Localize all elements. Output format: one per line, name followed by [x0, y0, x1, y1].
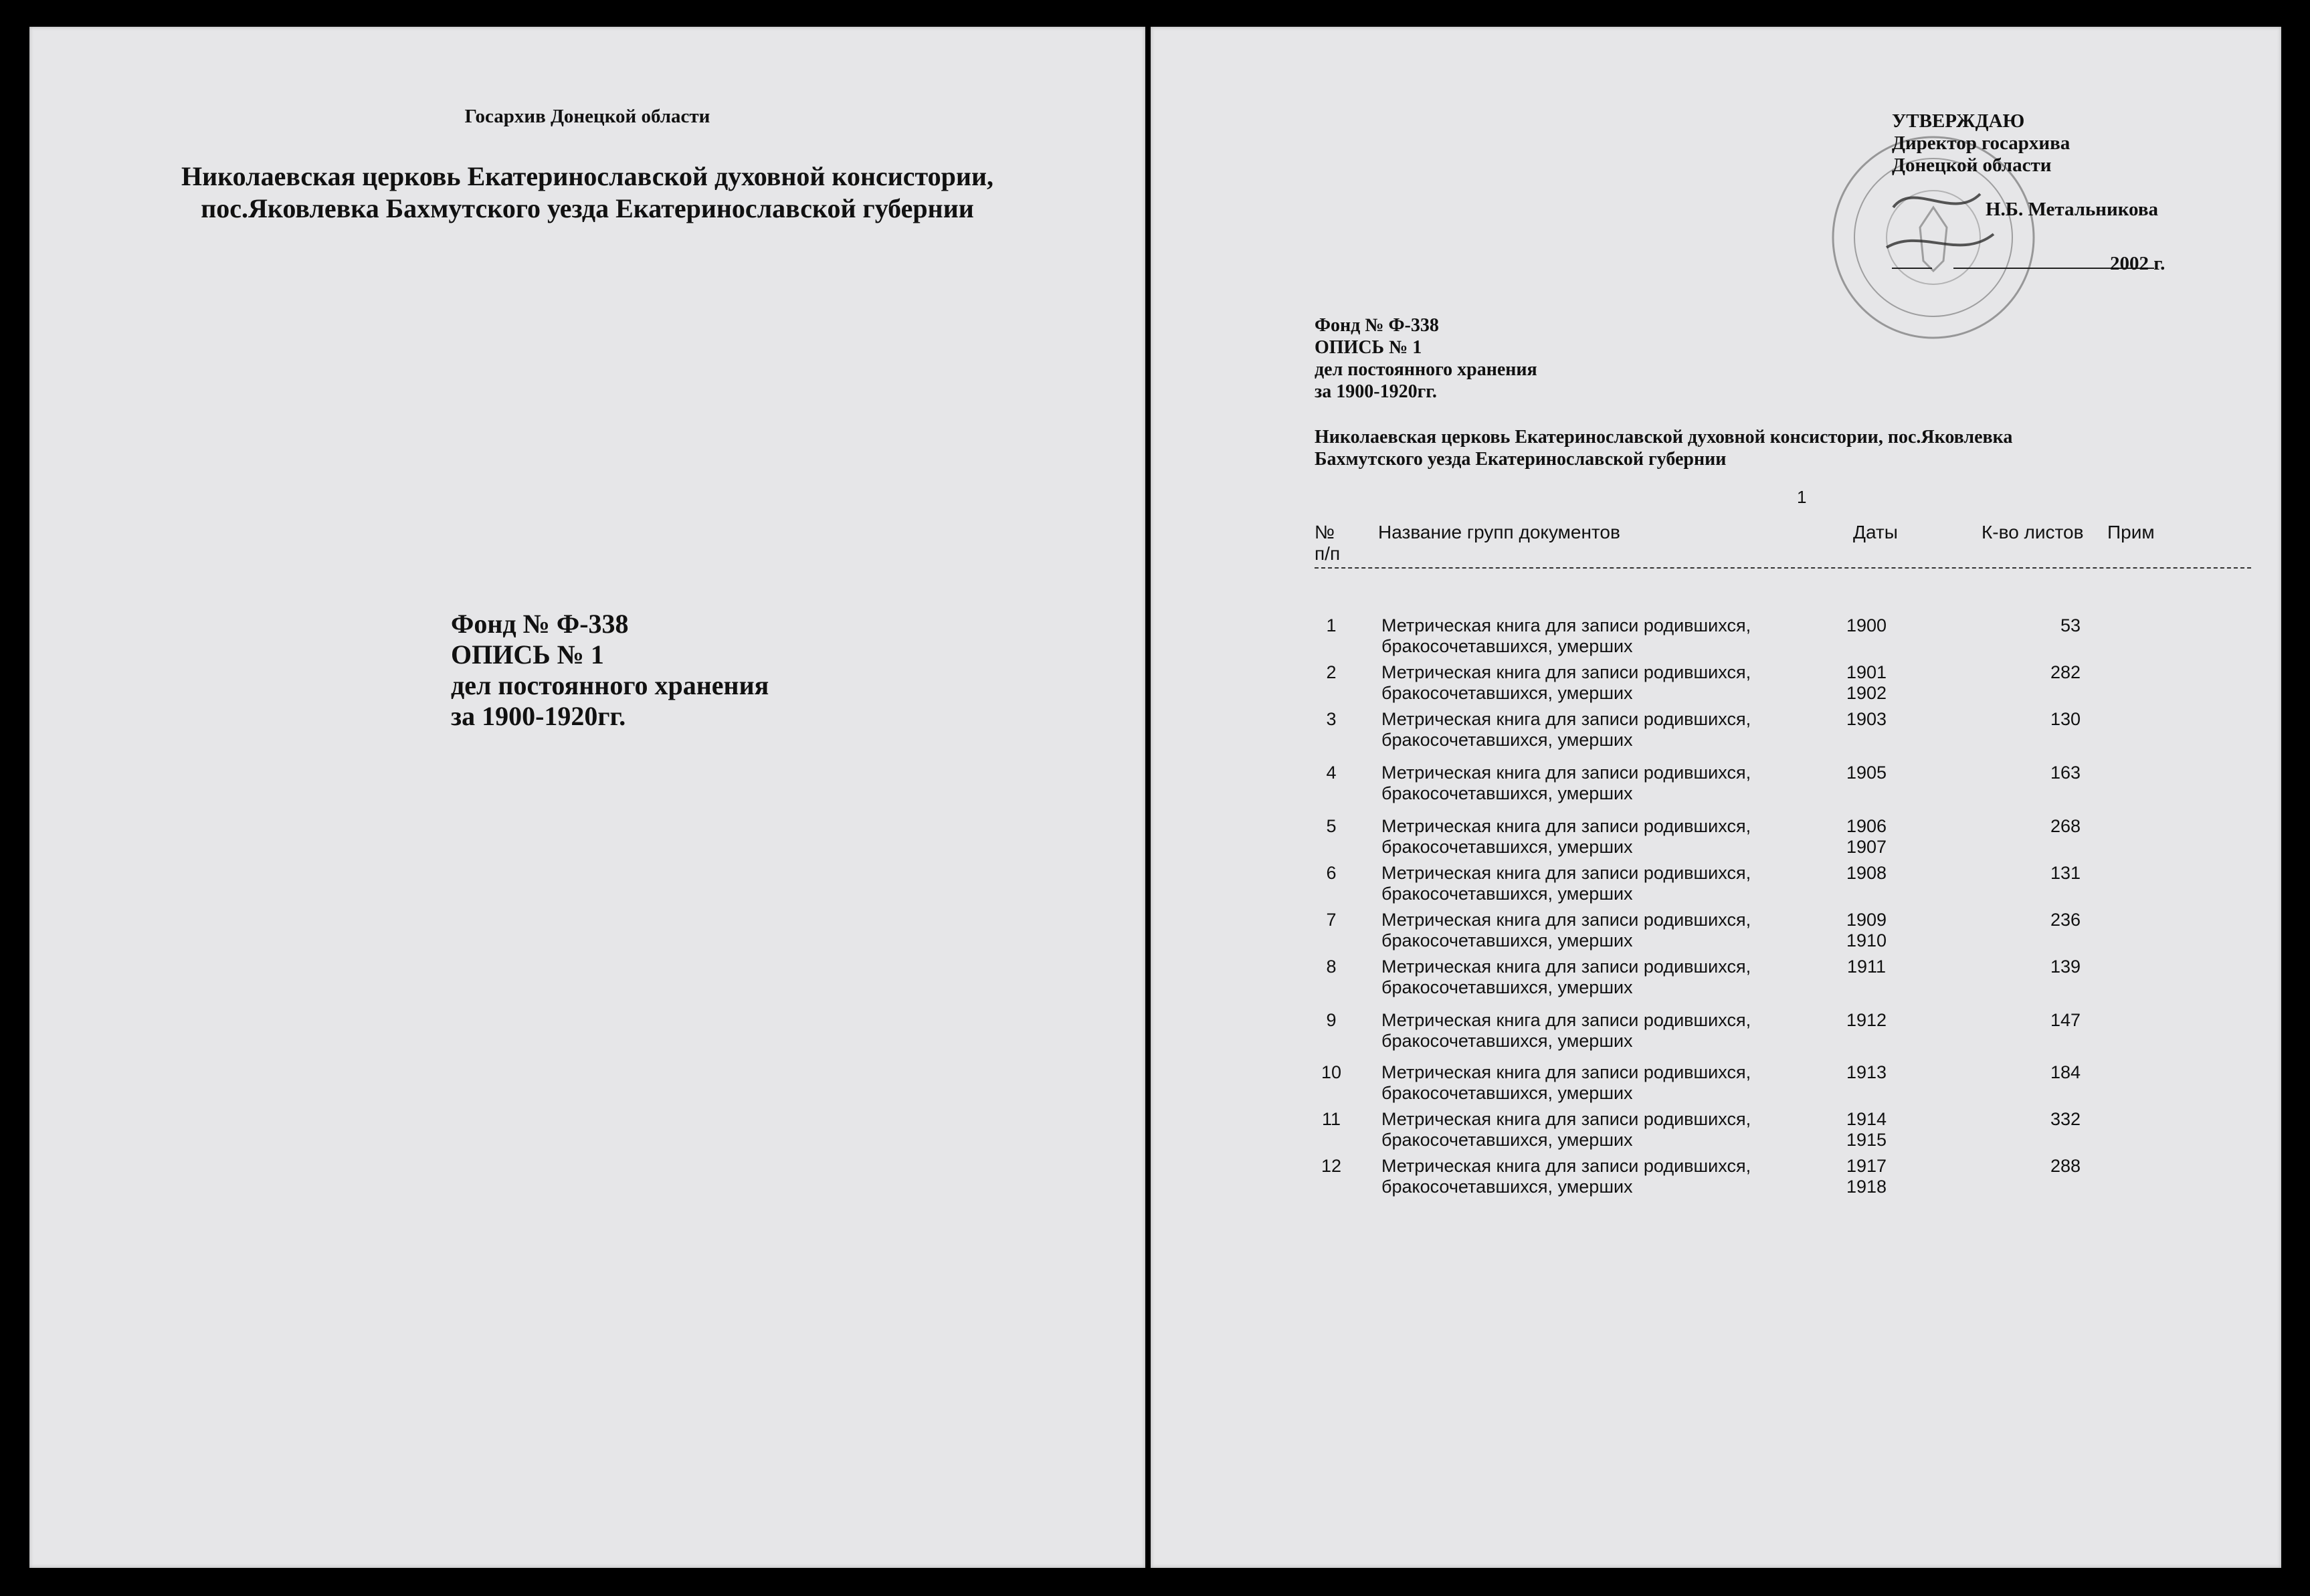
- opis-number: ОПИСЬ № 1: [451, 639, 604, 670]
- row-number: 4: [1326, 763, 1337, 783]
- row-number: 7: [1326, 910, 1337, 930]
- row-number: 8: [1326, 957, 1337, 977]
- row-number: 5: [1326, 816, 1337, 836]
- row-date-1: 1905: [1846, 763, 1887, 783]
- row-dates: [1820, 863, 1913, 884]
- row-name-line-2: бракосочетавшихся, умерших: [1381, 977, 1633, 997]
- row-date-1: 1906: [1846, 816, 1887, 836]
- row-date-1: 1900: [1846, 615, 1887, 635]
- row-document-name: [1381, 863, 1796, 904]
- row-sheet-count: 163: [2050, 763, 2081, 783]
- row-name-line-1: Метрическая книга для записи родившихся,: [1381, 763, 1751, 783]
- row-date-1: 1909: [1846, 910, 1887, 930]
- row-name-line-1: Метрическая книга для записи родившихся,: [1381, 709, 1751, 729]
- row-sheet-count: 268: [2050, 816, 2081, 836]
- column-header-dates: Даты: [1853, 522, 1898, 542]
- row-date-1: 1908: [1846, 863, 1887, 883]
- row-document-name: [1381, 957, 1796, 998]
- row-date-1: 1903: [1846, 709, 1887, 729]
- row-name-line-2: бракосочетавшихся, умерших: [1381, 783, 1633, 803]
- fond-number: Фонд № Ф-338: [451, 609, 629, 639]
- storage-type: дел постоянного хранения: [451, 670, 769, 700]
- table-row: [1151, 910, 2281, 957]
- row-name-line-1: Метрическая книга для записи родившихся,: [1381, 1010, 1751, 1030]
- row-document-name: [1381, 1062, 1796, 1104]
- table-row: [1151, 1109, 2281, 1156]
- row-name-line-1: Метрическая книга для записи родившихся,: [1381, 615, 1751, 635]
- table-row: [1151, 662, 2281, 709]
- left-page: [29, 27, 1145, 1568]
- row-name-line-1: Метрическая книга для записи родившихся,: [1381, 910, 1751, 930]
- row-sheet-count: 184: [2050, 1062, 2081, 1082]
- column-header-number: [1315, 522, 1340, 565]
- row-name-line-2: бракосочетавшихся, умерших: [1381, 1130, 1633, 1150]
- column-header-note: Прим: [2107, 522, 2155, 542]
- table-row: [1151, 1062, 2281, 1109]
- column-header-number-sub: п/п: [1315, 543, 1341, 564]
- date-day-line: [1892, 268, 1932, 269]
- row-sheet-count: 139: [2050, 957, 2081, 977]
- row-document-name: [1381, 816, 1796, 858]
- row-name-line-2: бракосочетавшихся, умерших: [1381, 1083, 1633, 1103]
- row-dates: [1820, 1010, 1913, 1031]
- row-number: 9: [1326, 1010, 1337, 1030]
- column-header-name: Название групп документов: [1378, 522, 1620, 542]
- organization-line-2: пос.Яковлевка Бахмутского уезда Екатеринославской губернии: [201, 193, 974, 223]
- table-row: [1151, 957, 2281, 1003]
- row-sheet-count: 130: [2050, 709, 2081, 729]
- row-dates: [1820, 1109, 1913, 1151]
- archive-title: Госархив Донецкой области: [464, 106, 710, 127]
- storage-type: дел постоянного хранения: [1315, 359, 1537, 380]
- row-name-line-2: бракосочетавшихся, умерших: [1381, 837, 1633, 857]
- fond-block: [451, 609, 769, 732]
- row-name-line-2: бракосочетавшихся, умерших: [1381, 730, 1633, 750]
- header-divider: [1315, 567, 2251, 569]
- row-date-1: 1913: [1846, 1062, 1887, 1082]
- row-name-line-2: бракосочетавшихся, умерших: [1381, 884, 1633, 904]
- organization-line-1: Николаевская церковь Екатеринославской духовной консистории,: [181, 161, 994, 191]
- row-sheet-count: 147: [2050, 1010, 2081, 1030]
- row-sheet-count: 236: [2050, 910, 2081, 930]
- row-date-1: 1911: [1846, 957, 1887, 977]
- opis-number: ОПИСЬ № 1: [1315, 337, 1422, 358]
- row-document-name: [1381, 910, 1796, 951]
- row-document-name: [1381, 1010, 1796, 1052]
- table-row: [1151, 816, 2281, 863]
- row-date-2: 1918: [1846, 1177, 1887, 1197]
- row-sheet-count: 53: [2060, 615, 2081, 635]
- table-row: [1151, 1156, 2281, 1203]
- row-dates: [1820, 709, 1913, 730]
- table-row: [1151, 615, 2281, 662]
- row-name-line-2: бракосочетавшихся, умерших: [1381, 1031, 1633, 1051]
- approval-position: Директор госархива: [1892, 132, 2071, 154]
- row-document-name: [1381, 1156, 1796, 1197]
- row-date-1: 1912: [1846, 1010, 1887, 1030]
- row-document-name: [1381, 709, 1796, 751]
- row-name-line-2: бракосочетавшихся, умерших: [1381, 1177, 1633, 1197]
- row-name-line-1: Метрическая книга для записи родившихся,: [1381, 1062, 1751, 1082]
- row-dates: [1820, 1156, 1913, 1197]
- row-number: 3: [1326, 709, 1337, 729]
- row-date-2: 1910: [1846, 930, 1887, 951]
- row-document-name: [1381, 763, 1796, 804]
- row-date-2: 1915: [1846, 1130, 1887, 1150]
- organization-title: [1315, 426, 2184, 470]
- organization-line-2: Бахмутского уезда Екатеринославской губернии: [1315, 449, 1727, 470]
- table-row: [1151, 863, 2281, 910]
- approval-block: [1892, 110, 2158, 221]
- row-number: 6: [1326, 863, 1337, 883]
- row-date-1: 1917: [1846, 1156, 1887, 1176]
- row-dates: [1820, 910, 1913, 951]
- right-page: [1151, 27, 2281, 1568]
- row-date-1: 1914: [1846, 1109, 1887, 1129]
- organization-title: [29, 161, 1145, 225]
- row-name-line-1: Метрическая книга для записи родившихся,: [1381, 816, 1751, 836]
- years-range: за 1900-1920гг.: [1315, 381, 1437, 402]
- approval-year: 2002 г.: [2110, 253, 2165, 274]
- row-document-name: [1381, 615, 1796, 657]
- row-dates: [1820, 1062, 1913, 1083]
- approval-title: УТВЕРЖДАЮ: [1892, 110, 2025, 132]
- row-name-line-1: Метрическая книга для записи родившихся,: [1381, 957, 1751, 977]
- row-date-2: 1902: [1846, 683, 1887, 703]
- row-name-line-1: Метрическая книга для записи родившихся,: [1381, 1156, 1751, 1176]
- row-dates: [1820, 816, 1913, 858]
- row-date-1: 1901: [1846, 662, 1887, 682]
- row-number: 10: [1321, 1062, 1342, 1082]
- row-dates: [1820, 615, 1913, 636]
- row-sheet-count: 131: [2050, 863, 2081, 883]
- years-range: за 1900-1920гг.: [451, 701, 626, 731]
- row-date-2: 1907: [1846, 837, 1887, 857]
- row-name-line-1: Метрическая книга для записи родившихся,: [1381, 662, 1751, 682]
- row-name-line-1: Метрическая книга для записи родившихся,: [1381, 863, 1751, 883]
- approval-signer: Н.Б. Метальникова: [1986, 199, 2158, 220]
- page-number: 1: [1797, 487, 1807, 507]
- column-header-number-label: №: [1315, 522, 1335, 542]
- row-dates: [1820, 662, 1913, 704]
- row-sheet-count: 288: [2050, 1156, 2081, 1176]
- table-row: [1151, 763, 2281, 809]
- row-document-name: [1381, 662, 1796, 704]
- row-dates: [1820, 957, 1913, 977]
- row-dates: [1820, 763, 1913, 783]
- column-header-sheets: К-во листов: [1982, 522, 2084, 542]
- row-name-line-1: Метрическая книга для записи родившихся,: [1381, 1109, 1751, 1129]
- row-number: 12: [1321, 1156, 1342, 1176]
- row-sheet-count: 332: [2050, 1109, 2081, 1129]
- row-name-line-2: бракосочетавшихся, умерших: [1381, 930, 1633, 951]
- fond-number: Фонд № Ф-338: [1315, 315, 1439, 336]
- row-name-line-2: бракосочетавшихся, умерших: [1381, 636, 1633, 656]
- table-row: [1151, 709, 2281, 756]
- row-name-line-2: бракосочетавшихся, умерших: [1381, 683, 1633, 703]
- approval-organization: Донецкой области: [1892, 155, 2052, 176]
- row-number: 2: [1326, 662, 1337, 682]
- row-sheet-count: 282: [2050, 662, 2081, 682]
- row-document-name: [1381, 1109, 1796, 1151]
- fond-block: [1315, 314, 1537, 403]
- organization-line-1: Николаевская церковь Екатеринославской духовной консистории, пос.Яковлевка: [1315, 427, 2013, 447]
- row-number: 11: [1321, 1109, 1341, 1129]
- row-number: 1: [1326, 615, 1337, 635]
- table-row: [1151, 1010, 2281, 1057]
